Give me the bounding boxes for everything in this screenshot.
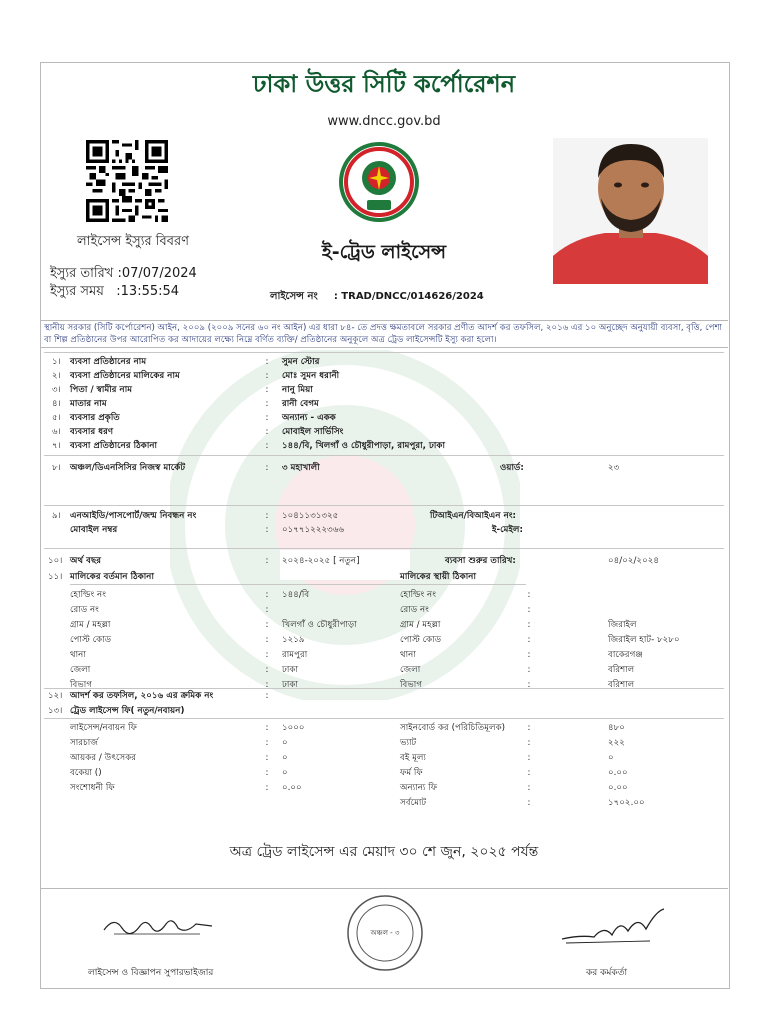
issue-time-label: ইস্যুর সময়	[50, 284, 104, 299]
colon: :	[527, 665, 531, 675]
present-address-field-value: খিলগাঁ ও চৌধুরীপাড়া	[282, 620, 357, 630]
business-nature-value: অন্যান্য - একক	[282, 413, 336, 423]
tax-officer-label: কর কর্মকর্তা	[586, 968, 628, 978]
business-start-label: ব্যবসা শুরুর তারিখ:	[445, 556, 516, 566]
fee-label: সংশোধনী ফি	[70, 783, 115, 793]
fee-value: ৪৮০	[608, 723, 625, 733]
colon: :	[265, 620, 269, 630]
license-type-title: ই-ট্রেড লাইসেন্স	[321, 241, 447, 263]
permanent-address-field-value: বরিশাল	[608, 680, 635, 690]
fee-label: সাইনবোর্ড কর (পরিচিতিমূলক)	[400, 723, 506, 733]
business-address-label: ব্যবসা প্রতিষ্ঠানের ঠিকানা	[70, 441, 158, 451]
permanent-address-label: মালিকের স্থায়ী ঠিকানা	[400, 572, 477, 582]
colon: :	[265, 525, 269, 535]
field-no: ৫।	[52, 413, 61, 423]
qr-code	[86, 140, 168, 222]
colon: :	[265, 783, 269, 793]
fee-value: ০	[282, 738, 288, 748]
colon: :	[265, 385, 269, 395]
present-address-field-label: বিভাগ	[70, 680, 93, 690]
divider	[70, 584, 526, 585]
colon: :	[527, 738, 531, 748]
tin-label: টিআইএন/বিআইএন নং:	[430, 511, 517, 521]
colon: :	[265, 691, 269, 701]
business-start-value: ০৪/০২/২০২৪	[608, 556, 660, 566]
colon: :	[527, 605, 531, 615]
license-number-row	[270, 289, 484, 306]
colon: :	[527, 680, 531, 690]
colon: :	[527, 590, 531, 600]
permanent-address-field-label: হোল্ডিং নং	[400, 590, 436, 600]
field-no: ৮।	[52, 463, 61, 473]
fee-value: ০.০০	[282, 783, 302, 793]
issue-time-row	[50, 282, 250, 303]
fee-value: ০.০০	[608, 768, 628, 778]
colon: :	[527, 635, 531, 645]
permanent-address-field-label: বিভাগ	[400, 680, 423, 690]
colon: :	[265, 680, 269, 690]
colon: :	[265, 768, 269, 778]
colon: :	[265, 427, 269, 437]
colon: :	[265, 413, 269, 423]
legal-preamble: স্থানীয় সরকার (সিটি কর্পোরেশন) আইন, ২০০৯ (২০০৯ সনের ৬০ নং আইন) এর ধারা ৮৪- তে প্রদত্ত ক্ষমতাবলে সরকার প্রণীত আদর্শ কর তফসিল, ২০১৬ এর ১০ অনুচ্ছেদ অনুযায়ী ব্যবসা, বৃত্তি, পেশা বা শিল্প প্রতিষ্ঠানের উপর আরোপিত কর আদায়ের লক্ষ্যে নিম্নে বর্ণিত ব্যক্তি/ প্রতিষ্ঠানের অনুকূলে অত্র ট্রেড লাইসেন্সটি ইস্যু করা হলো।	[40, 320, 728, 348]
corporation-title: ঢাকা উত্তর সিটি কর্পোরেশন	[252, 70, 516, 98]
supervisor-signature	[100, 910, 220, 948]
license-number-label: লাইসেন্স নং	[270, 291, 318, 302]
email-label: ই-মেইল:	[492, 525, 523, 535]
present-address-field-value: ১৪৪/বি	[282, 590, 310, 600]
owner-name-label: ব্যবসা প্রতিষ্ঠানের মালিকের নাম	[70, 371, 180, 381]
business-name-value: সুমন স্টোর	[282, 357, 320, 367]
mother-name-value: রানী বেগম	[282, 399, 319, 409]
permanent-address-field-label: গ্রাম / মহল্লা	[400, 620, 441, 630]
zone-label: অঞ্চল/ডিএনসিসির নিজস্ব মার্কেট	[70, 463, 186, 473]
permanent-address-field-value: জিরাইল	[608, 620, 637, 630]
divider	[44, 548, 724, 549]
colon: :	[265, 556, 269, 566]
field-no: ১২।	[48, 691, 63, 701]
colon: :	[265, 665, 269, 675]
owner-name-value: মোঃ সুমন ধরানী	[282, 371, 340, 381]
field-no: ১১।	[48, 572, 63, 582]
signature-divider	[40, 888, 728, 889]
colon: :	[265, 371, 269, 381]
colon: :	[265, 590, 269, 600]
colon: :	[527, 723, 531, 733]
trade-fee-label: ট্রেড লাইসেন্স ফি( নতুন/নবায়ন)	[70, 706, 185, 716]
issue-date-value: :07/07/2024	[117, 266, 197, 281]
fee-label: আয়কর / উৎসেকর	[70, 753, 137, 763]
permanent-address-field-value: জিরাইল হাট- ৮২৮০	[608, 635, 680, 645]
issue-details-heading: লাইসেন্স ইস্যুর বিবরণ	[77, 234, 189, 249]
divider	[44, 718, 724, 719]
present-address-field-label: রোড নং	[70, 605, 99, 615]
colon: :	[265, 738, 269, 748]
present-address-label: মালিকের বর্তমান ঠিকানা	[70, 572, 155, 582]
issue-date-label: ইস্যুর তারিখ	[50, 266, 114, 281]
permanent-address-field-label: পোস্ট কোড	[400, 635, 442, 645]
colon: :	[265, 463, 269, 473]
tax-schedule-label: আদর্শ কর তফসিল, ২০১৬ এর ক্রমিক নং	[70, 691, 214, 701]
fee-value: ২২২	[608, 738, 625, 748]
permanent-address-field-label: রোড নং	[400, 605, 429, 615]
colon: :	[527, 783, 531, 793]
fee-value: ০	[282, 768, 288, 778]
colon: :	[265, 650, 269, 660]
field-no: ৬।	[52, 427, 61, 437]
colon: :	[265, 635, 269, 645]
field-no: ১।	[52, 357, 61, 367]
seal-middle: অঞ্চল - ৩	[370, 929, 400, 937]
fee-value: ০	[282, 753, 288, 763]
present-address-field-label: পোস্ট কোড	[70, 635, 112, 645]
officer-signature	[560, 905, 670, 955]
mother-name-label: মাতার নাম	[70, 399, 107, 409]
fee-label: ভ্যাট	[400, 738, 417, 748]
business-address-value: ১৪৪/বি, খিলগাঁ ও চৌধুরীপাড়া, রামপুরা, ঢাকা	[282, 441, 446, 451]
present-address-field-value: ১২১৯	[282, 635, 305, 645]
present-address-field-label: হোল্ডিং নং	[70, 590, 106, 600]
permanent-address-field-value: বরিশাল	[608, 665, 635, 675]
fee-value: ১০০০	[282, 723, 305, 733]
business-name-label: ব্যবসা প্রতিষ্ঠানের নাম	[70, 357, 147, 367]
colon: :	[527, 798, 531, 808]
dncc-logo	[337, 140, 421, 224]
field-no: ৪।	[52, 399, 61, 409]
fee-label: লাইসেন্স/নবায়ন ফি	[70, 723, 137, 733]
divider	[44, 505, 724, 506]
permanent-address-field-label: থানা	[400, 650, 416, 660]
fee-value: ০	[608, 753, 614, 763]
divider	[44, 455, 724, 456]
field-no: ৭।	[52, 441, 61, 451]
present-address-field-value: ঢাকা	[282, 665, 299, 675]
license-number-value: : TRAD/DNCC/014626/2024	[333, 291, 484, 302]
fee-value: ০.০০	[608, 783, 628, 793]
field-no: ৯।	[52, 511, 61, 521]
colon: :	[265, 441, 269, 451]
permanent-address-field-value: বাকেরগঞ্জ	[608, 650, 643, 660]
fee-label: অন্যান্য ফি	[400, 783, 438, 793]
ward-label: ওয়ার্ড:	[500, 463, 524, 473]
fee-label: বকেয়া ()	[70, 768, 102, 778]
zone-value: ৩ মহাখালী	[282, 463, 320, 473]
field-no: ৩।	[52, 385, 61, 395]
fee-value: ১৭০২.০০	[608, 798, 645, 808]
present-address-field-value: ঢাকা	[282, 680, 299, 690]
fee-label: বই মূল্য	[400, 753, 426, 763]
colon: :	[265, 399, 269, 409]
validity-statement: অত্র ট্রেড লাইসেন্স এর মেয়াদ ৩০ শে জুন, ২০২৫ পর্যন্ত	[229, 844, 539, 860]
divider	[44, 688, 724, 689]
issue-time-value: :13:55:54	[116, 284, 180, 299]
mobile-label: মোবাইল নম্বর	[70, 525, 118, 535]
colon: :	[527, 620, 531, 630]
colon: :	[265, 357, 269, 367]
present-address-field-label: থানা	[70, 650, 86, 660]
colon: :	[265, 753, 269, 763]
colon: :	[527, 768, 531, 778]
ward-value: ২৩	[608, 463, 620, 473]
business-type-value: মোবাইল সার্ভিসিং	[282, 427, 344, 437]
present-address-field-value: রামপুরা	[282, 650, 308, 660]
fee-label: ফর্ম ফি	[400, 768, 423, 778]
father-name-value: নানু মিয়া	[282, 385, 313, 395]
business-nature-label: ব্যবসার প্রকৃতি	[70, 413, 120, 423]
colon: :	[527, 753, 531, 763]
business-type-label: ব্যবসার ধরণ	[70, 427, 114, 437]
field-no: ১৩।	[48, 706, 63, 716]
mobile-value: ০১৭৭১২২২৩৬৬	[282, 525, 345, 535]
present-address-field-label: গ্রাম / মহল্লা	[70, 620, 111, 630]
colon: :	[265, 605, 269, 615]
supervisor-label: লাইসেন্স ও বিজ্ঞাপন সুপারভাইজার	[88, 968, 214, 978]
colon: :	[265, 723, 269, 733]
father-name-label: পিতা / স্বামীর নাম	[70, 385, 133, 395]
website-url[interactable]: www.dncc.gov.bd	[327, 114, 441, 129]
permanent-address-field-label: জেলা	[400, 665, 421, 675]
fee-label: সর্বমোট	[400, 798, 427, 808]
divider	[44, 352, 724, 353]
colon: :	[265, 511, 269, 521]
colon: :	[527, 650, 531, 660]
fee-label: সারচার্জ	[70, 738, 99, 748]
present-address-field-label: জেলা	[70, 665, 91, 675]
fiscal-year-label: অর্থ বছর	[70, 556, 102, 566]
field-no: ২।	[52, 371, 61, 381]
nid-value: ১০৪১১৩১৩২৫	[282, 511, 339, 521]
nid-label: এনআইডি/পাসপোর্ট/জন্ম নিবন্ধন নং	[70, 511, 197, 521]
fiscal-year-value: ২০২৪-২০২৫ [ নতুন]	[282, 556, 360, 566]
field-no: ১০।	[48, 556, 63, 566]
